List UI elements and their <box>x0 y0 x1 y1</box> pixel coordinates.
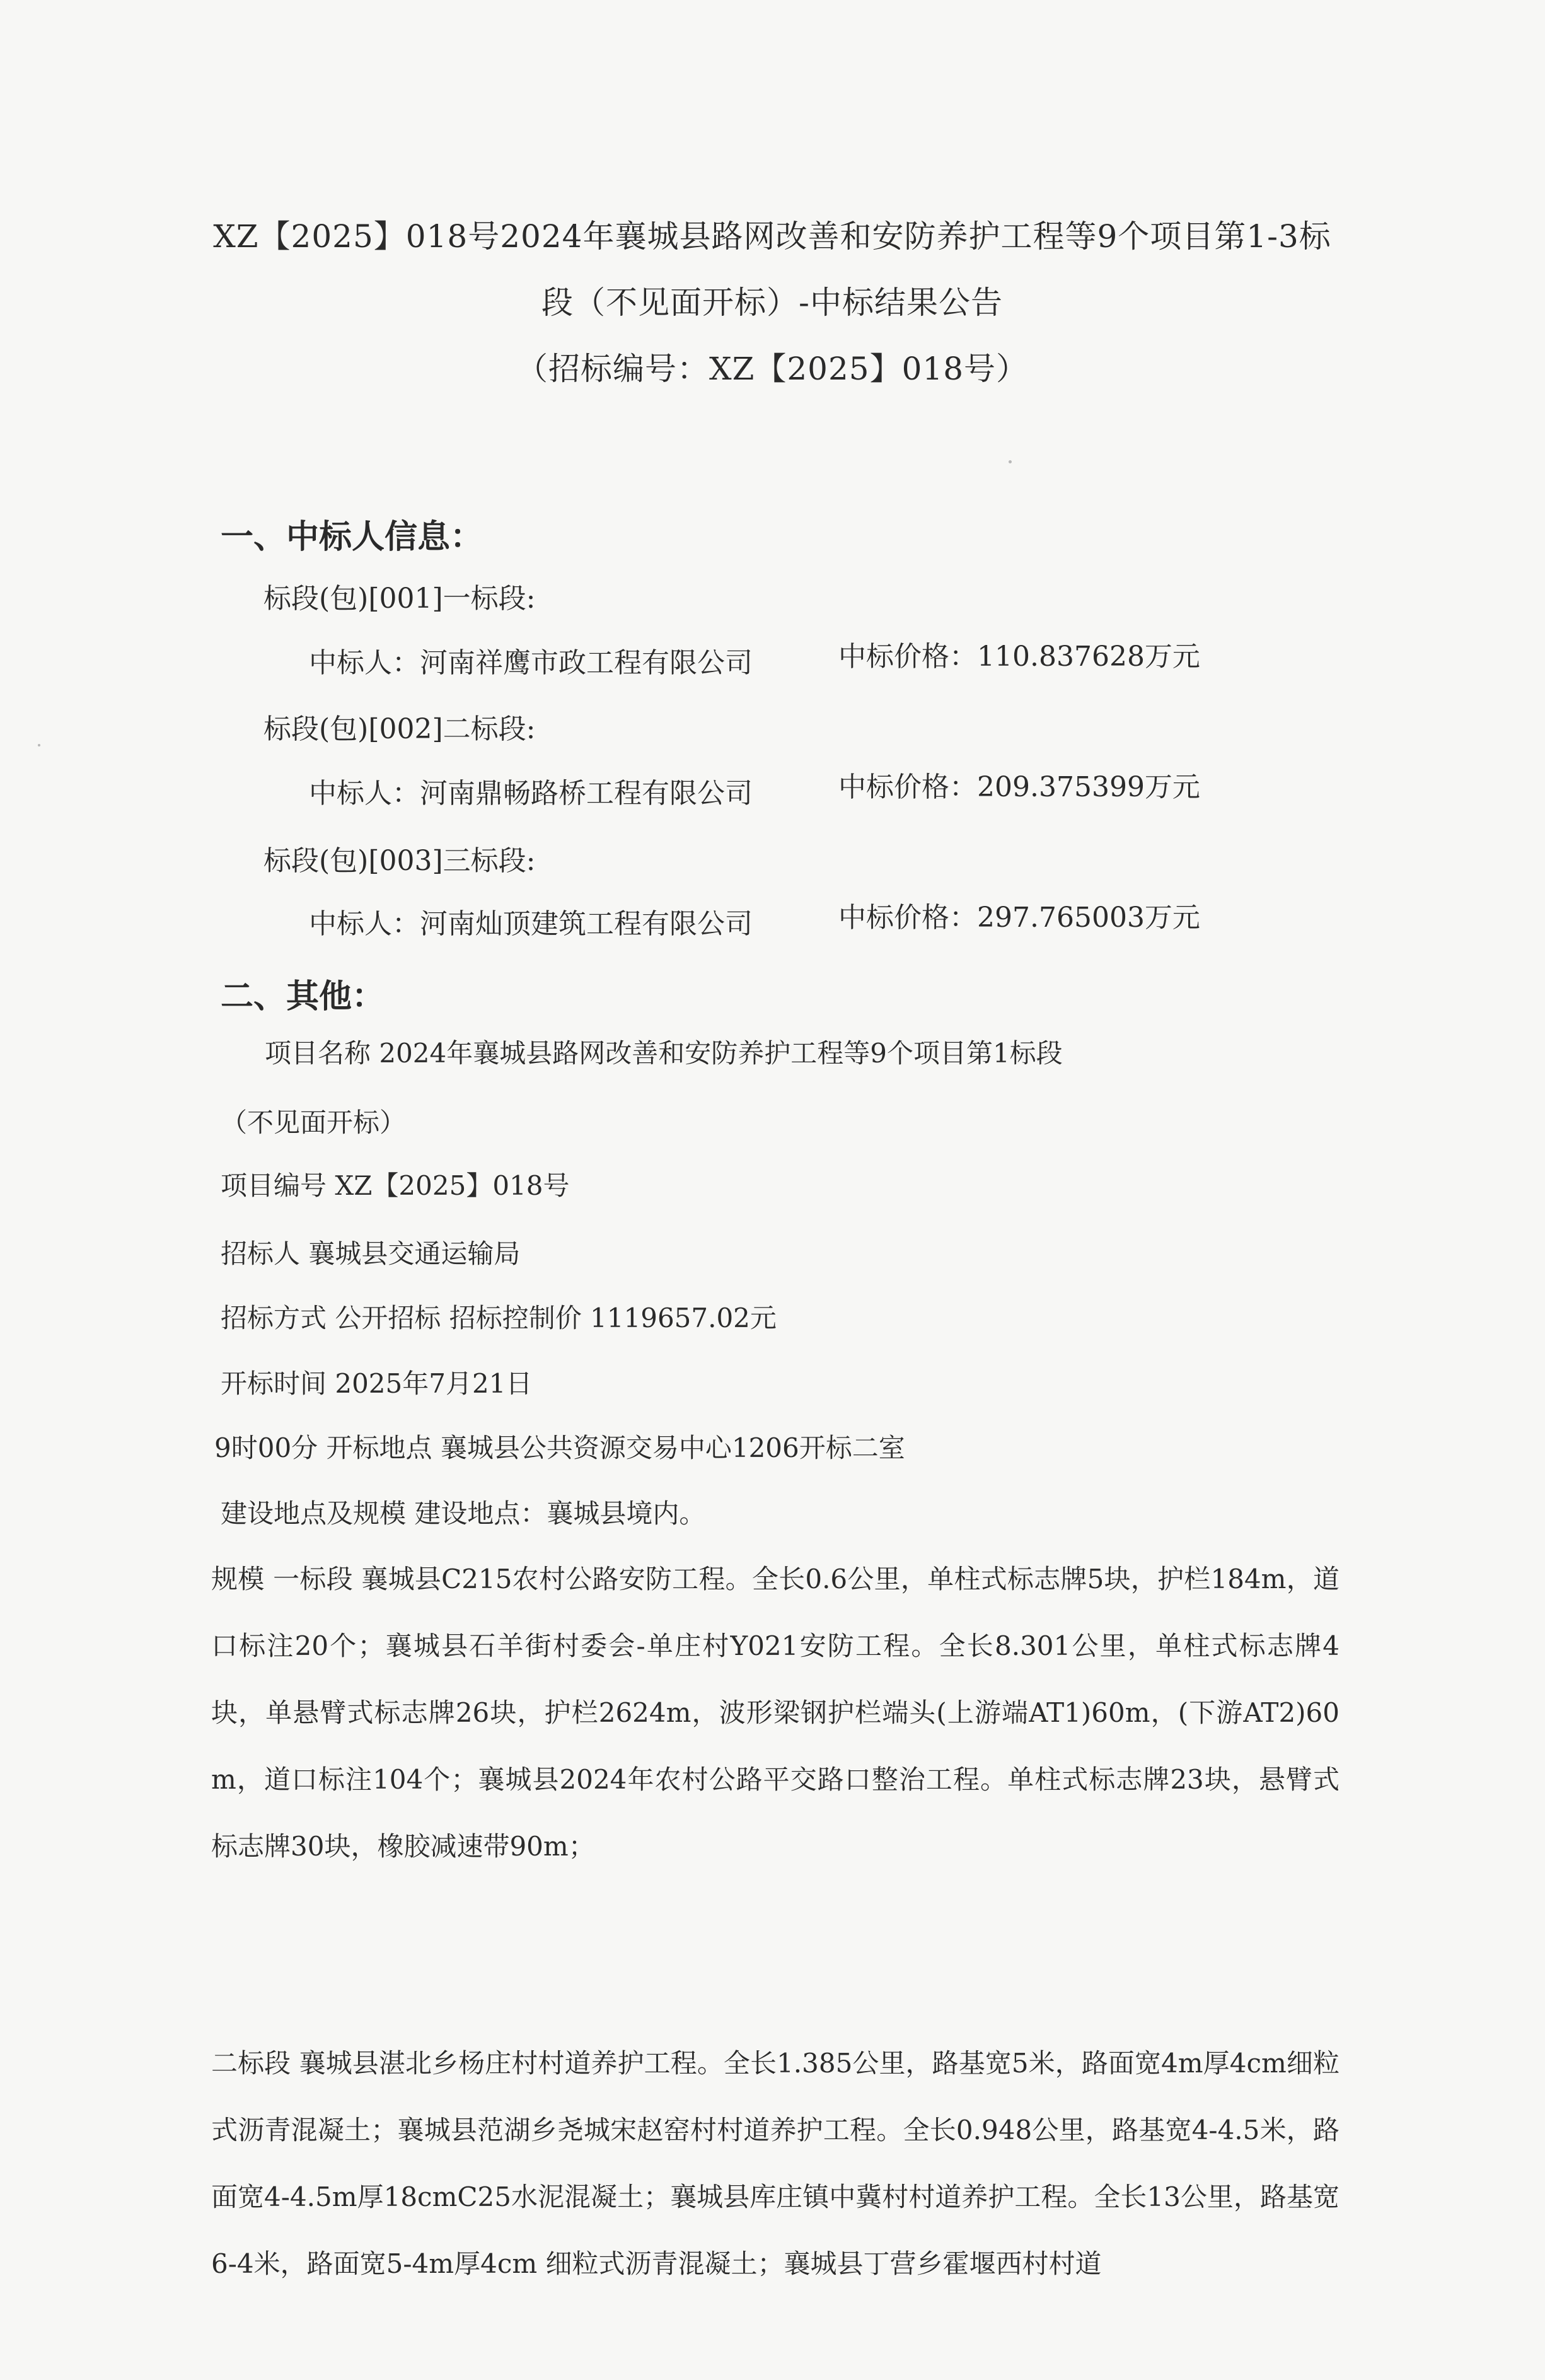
opening-time-place: 9时00分 开标地点 襄城县公共资源交易中心1206开标二室 <box>214 1432 905 1463</box>
lot-1-winner: 中标人：河南祥鹰市政工程有限公司 <box>309 647 753 679</box>
lot-1-label: 标段(包)[001]一标段: <box>263 583 536 615</box>
scale-lot1-paragraph: 规模 一标段 襄城县C215农村公路安防工程。全长0.6公里，单柱式标志牌5块，护栏184m，道口标注20个；襄城县石羊街村委会-单庄村Y021安防工程。全长8.301公里，单柱式标志牌4块，单悬臂式标志牌26块，护栏2624m，波形梁钢护栏端头(上游端AT1)60m，(下游AT2)60m，道口标注104个；襄城县2024年农村公路平交路口整治工程。单柱式标志牌23块，悬臂式标志牌30块，橡胶减速带90m； <box>211 1564 1340 1862</box>
lot-3-label: 标段(包)[003]三标段: <box>263 845 536 877</box>
section2-heading: 二、其他： <box>221 978 385 1016</box>
tender-method: 招标方式 公开招标 招标控制价 1119657.02元 <box>221 1303 777 1333</box>
scan-speck <box>1009 460 1012 463</box>
lot2-paragraph: 二标段 襄城县湛北乡杨庄村村道养护工程。全长1.385公里，路基宽5米，路面宽4m厚4cm细粒式沥青混凝土；襄城县范湖乡尧城宋赵窑村村道养护工程。全长0.948公里，路基宽4-4.5米，路面宽4-4.5m厚18cmC25水泥混凝土；襄城县库庄镇中冀村村道养护工程。全长13公里，路基宽6-4米，路面宽5-4m厚4cm 细粒式沥青混凝土；襄城县丁营乡霍堰西村村道 <box>211 2048 1340 2279</box>
lot-1-price: 中标价格：110.837628万元 <box>838 641 1200 673</box>
lot-2-price: 中标价格：209.375399万元 <box>838 771 1200 803</box>
construction-site: 建设地点及规模 建设地点：襄城县境内。 <box>221 1498 706 1529</box>
project-name-line: 项目名称 2024年襄城县路网改善和安防养护工程等9个项目第1标段 <box>265 1038 1063 1069</box>
lot-2-winner: 中标人：河南鼎畅路桥工程有限公司 <box>309 777 753 810</box>
title-line-1: XZ【2025】018号2024年襄城县路网改善和安防养护工程等9个项目第1-3标 <box>213 218 1331 255</box>
lot-2-label: 标段(包)[002]二标段: <box>263 713 536 745</box>
title-line-2: 段（不见面开标）-中标结果公告 <box>541 284 1003 321</box>
lot-3-winner: 中标人：河南灿顶建筑工程有限公司 <box>309 908 753 940</box>
section1-heading: 一、中标人信息： <box>221 518 483 556</box>
project-number: 项目编号 XZ【2025】018号 <box>221 1170 570 1201</box>
lot-3-price: 中标价格：297.765003万元 <box>838 902 1200 934</box>
project-name-cont: （不见面开标） <box>221 1107 407 1138</box>
tenderer: 招标人 襄城县交通运输局 <box>221 1238 521 1269</box>
title-line-3: （招标编号：XZ【2025】018号） <box>516 351 1029 387</box>
opening-date: 开标时间 2025年7月21日 <box>221 1368 533 1399</box>
scan-speck <box>38 744 40 746</box>
